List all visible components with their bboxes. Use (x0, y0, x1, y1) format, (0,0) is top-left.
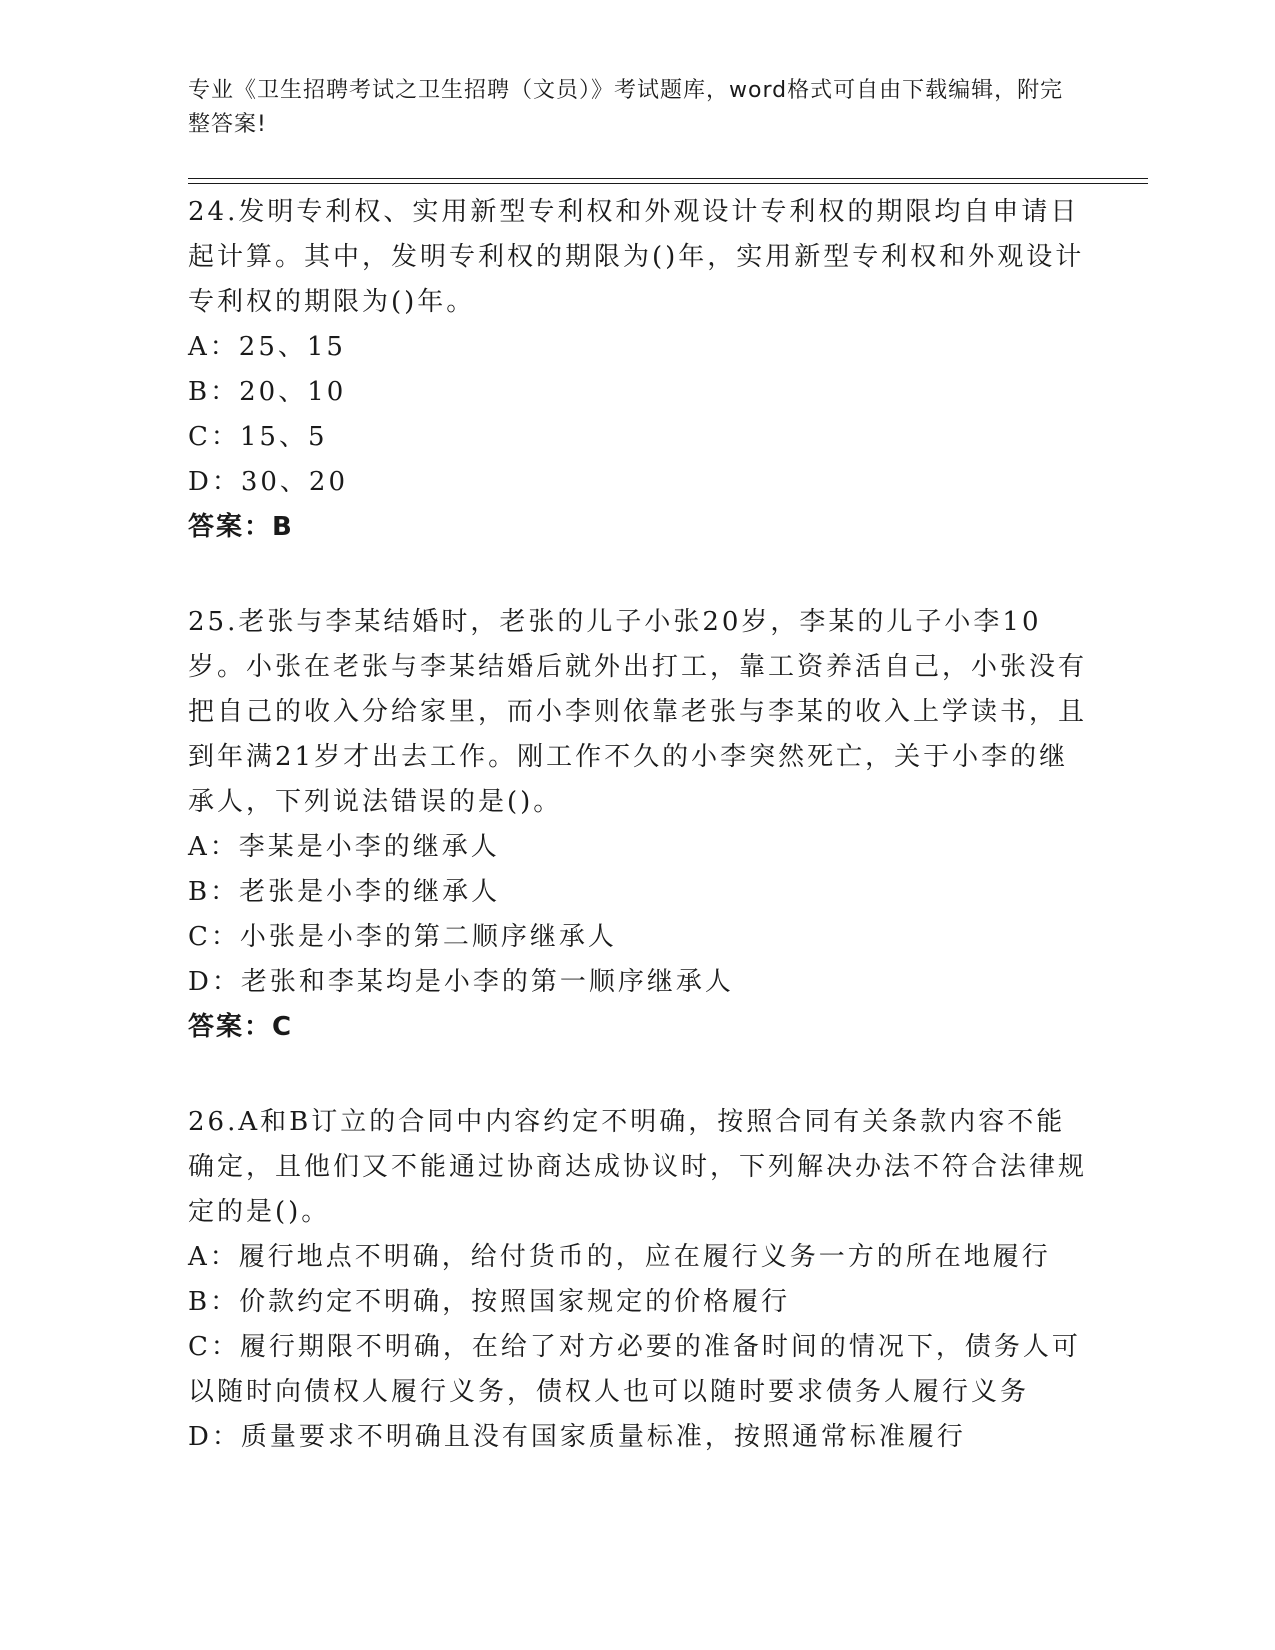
question-stem: 25.老张与李某结婚时，老张的儿子小张20岁，李某的儿子小李10岁。小张在老张与李某结婚后就外出打工，靠工资养活自己，小张没有把自己的收入分给家里，而小李则依靠老张与李某的收入上学读书，且到年满21岁才出去工作。刚工作不久的小李突然死亡，关于小李的继承人，下列说法错误的是()。 (188, 607, 1088, 817)
answer: 答案：B (188, 512, 294, 542)
answer: 答案：C (188, 1012, 294, 1042)
option-c: C：小张是小李的第二顺序继承人 (188, 922, 617, 952)
question-24 (188, 190, 1088, 550)
document-header: 专业《卫生招聘考试之卫生招聘（文员）》考试题库，word格式可自由下载编辑，附完整答案! (188, 78, 1064, 137)
option-c: C：15、5 (188, 422, 328, 452)
option-a: A：25、15 (188, 332, 346, 362)
option-d: D：老张和李某均是小李的第一顺序继承人 (188, 967, 734, 997)
question-25 (188, 600, 1088, 1050)
question-list (188, 190, 1088, 1510)
question-stem: 24.发明专利权、实用新型专利权和外观设计专利权的期限均自申请日起计算。其中，发明专利权的期限为()年，实用新型专利权和外观设计专利权的期限为()年。 (188, 197, 1085, 317)
option-a: A：履行地点不明确，给付货币的，应在履行义务一方的所在地履行 (188, 1242, 1051, 1272)
question-26 (188, 1100, 1088, 1460)
option-b: B：价款约定不明确，按照国家规定的价格履行 (188, 1287, 791, 1317)
header-rule-top (188, 178, 1148, 179)
option-c: C：履行期限不明确，在给了对方必要的准备时间的情况下，债务人可以随时向债权人履行义务，债权人也可以随时要求债务人履行义务 (188, 1332, 1081, 1407)
option-b: B：20、10 (188, 377, 347, 407)
option-d: D：30、20 (188, 467, 349, 497)
option-d: D：质量要求不明确且没有国家质量标准，按照通常标准履行 (188, 1422, 966, 1452)
option-a: A：李某是小李的继承人 (188, 832, 500, 862)
question-stem: 26.A和B订立的合同中内容约定不明确，按照合同有关条款内容不能确定，且他们又不能通过协商达成协议时，下列解决办法不符合法律规定的是()。 (188, 1107, 1088, 1227)
option-b: B：老张是小李的继承人 (188, 877, 501, 907)
header-rule-bottom (188, 183, 1148, 184)
